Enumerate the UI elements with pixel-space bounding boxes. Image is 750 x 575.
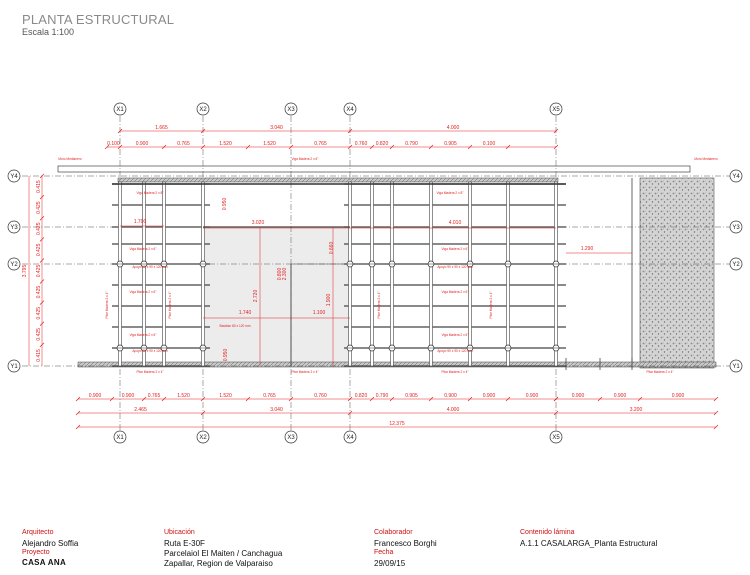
column-left xyxy=(143,182,146,366)
column-right xyxy=(469,182,472,366)
dim-bottom-1-label: 0.760 xyxy=(314,393,327,399)
contenido-value: A.1.1 CASALARGA_Planta Estructural xyxy=(520,539,658,548)
dim-interior-label: 2.300 xyxy=(282,267,288,281)
apoyo-label: Apoyo 90 x 90 x 120 mm xyxy=(132,265,168,269)
apoyo-label: Apoyo 90 x 90 x 120 mm xyxy=(437,265,473,269)
column-right xyxy=(430,182,433,366)
top-wall xyxy=(58,166,690,172)
viga-label: Viga Madera 2 x 6" xyxy=(441,290,469,294)
dim-bottom-1b-label: 0.900 xyxy=(571,393,585,399)
dim-interior-label: 0.950 xyxy=(222,197,228,211)
top-beam xyxy=(118,178,558,182)
dim-bottom-1-label: 0.905 xyxy=(405,393,418,399)
dim-top-2-label: 0.100 xyxy=(482,141,496,147)
pilar-label: Pilar Madera 2 x 4" xyxy=(136,370,164,374)
dim-bottom-1-label: 0.765 xyxy=(263,393,276,399)
ubicacion-line-2: Parcelaiol El Maiten / Canchagua xyxy=(164,549,283,558)
muro-label-left: Muro Medianero xyxy=(58,157,82,161)
dim-top-2-label: 0.760 xyxy=(354,141,368,147)
dim-total-label: 12.375 xyxy=(389,421,405,427)
axis-label-y4: Y4 xyxy=(10,174,18,181)
arquitecto-value: Alejandro Soffia xyxy=(22,539,79,548)
dim-left-seg-label: 0.415 xyxy=(36,180,42,193)
dim-interior-label: 1.100 xyxy=(312,310,326,316)
axis-label-x4: X4 xyxy=(346,107,354,114)
viga-label: Viga Madera 2 x 6" xyxy=(129,333,157,337)
pilar-label: Pilar Madera 2 x 4" xyxy=(489,291,493,319)
viga-label: Viga Madera 2 x 6" xyxy=(441,333,469,337)
viga-label: Viga Madera 2 x 6" xyxy=(441,247,469,251)
dim-left-seg-label: 0.415 xyxy=(36,349,42,362)
apoyo-label: Apoyo 90 x 90 x 120 mm xyxy=(437,349,473,353)
pilar-label: Pilar Madera 2 x 4" xyxy=(441,370,469,374)
pilar-label: Pilar Madera 2 x 4" xyxy=(646,370,674,374)
contenido-label: Contenido lámina xyxy=(520,529,575,536)
dim-interior-label: 1.700 xyxy=(133,219,147,225)
pilar-label: Pilar Madera 2 x 4" xyxy=(168,291,172,319)
muro-label-right: Muro Medianero xyxy=(694,157,718,161)
dim-bottom-1-label: 0.900 xyxy=(482,393,496,399)
dim-top-2-label: 1.520 xyxy=(263,141,276,147)
axis-label-x2: X2 xyxy=(199,435,207,442)
dim-left-seg-label: 0.425 xyxy=(36,222,42,236)
pilar-label: Pilar Madera 2 x 4" xyxy=(291,370,319,374)
dim-bottom-1-label: 0.900 xyxy=(525,393,539,399)
dim-left-seg-label: 0.425 xyxy=(36,306,42,320)
dim-top-2-label: 0.765 xyxy=(177,141,190,147)
dim-left-seg-label: 0.425 xyxy=(36,243,42,257)
dim-interior-label: 1.290 xyxy=(580,246,594,252)
dim-bottom-1-label: 0.900 xyxy=(444,393,457,399)
axis-label-x5: X5 xyxy=(552,435,560,442)
dim-top-1-label: 3.040 xyxy=(270,125,283,131)
dim-interior-label: 0.660 xyxy=(329,241,335,255)
dim-bottom-1-label: 0.900 xyxy=(121,393,135,399)
apoyo-label: Apoyo 90 x 90 x 120 mm xyxy=(132,349,168,353)
viga-label: Viga Madera 2 x 6" xyxy=(129,290,157,294)
dim-bottom-1-label: 0.900 xyxy=(88,393,102,399)
pilar-label: Pilar Madera 2 x 4" xyxy=(105,291,109,319)
axis-label-x5: X5 xyxy=(552,107,560,114)
dim-top-2-label: 0.100 xyxy=(107,141,120,147)
grid-lines xyxy=(22,116,730,430)
proyecto-value: CASA ANA xyxy=(22,558,67,567)
dim-bottom-1-label: 1.520 xyxy=(177,393,190,399)
drawing-title: PLANTA ESTRUCTURAL xyxy=(22,12,175,27)
dim-bottom-2-label: 3.040 xyxy=(270,407,283,413)
dim-bottom-1-label: 0.765 xyxy=(147,393,161,399)
dim-top-1-label: 4.000 xyxy=(446,125,460,131)
dim-bottom-2-label: 3.200 xyxy=(629,407,643,413)
dim-bottom-1b-label: 0.900 xyxy=(671,393,685,399)
viga-label: Viga Madera 2 x 8" xyxy=(136,191,164,195)
gravel-hatch xyxy=(640,178,714,368)
dim-interior-label: 3.020 xyxy=(251,220,265,226)
axis-label-y3: Y3 xyxy=(732,225,740,232)
axis-label-y1: Y1 xyxy=(10,364,18,371)
dim-bottom-2-label: 4.000 xyxy=(446,407,460,413)
dim-bottom-1b-label: 0.900 xyxy=(613,393,627,399)
viga-label: Viga Madera 2 x 8" xyxy=(436,191,464,195)
axis-label-x1: X1 xyxy=(116,107,124,114)
column-right xyxy=(391,182,394,366)
dim-top-2-label: 1.520 xyxy=(219,141,232,147)
dim-left-seg-label: 0.425 xyxy=(36,201,42,214)
dim-top-2-label: 0.820 xyxy=(375,141,389,147)
axis-label-y1: Y1 xyxy=(732,364,740,371)
column-right xyxy=(555,182,558,366)
axis-label-y2: Y2 xyxy=(732,262,740,269)
dim-left-seg-label: 0.425 xyxy=(36,285,42,299)
axis-label-y3: Y3 xyxy=(10,225,18,232)
dim-bottom-1-label: 0.820 xyxy=(354,393,368,399)
viga-label-top: Viga Madera 2 x 6" xyxy=(291,157,319,161)
pilar-label: Pilar Madera 2 x 4" xyxy=(377,291,381,319)
dim-bottom-1-label: 1.520 xyxy=(219,393,232,399)
annotation-labels xyxy=(58,157,717,374)
dim-top-2-label: 0.790 xyxy=(405,141,418,147)
column-right xyxy=(349,182,352,366)
dim-top-1-label: 1.665 xyxy=(155,125,168,131)
proyecto-label: Proyecto xyxy=(22,549,50,556)
column-left xyxy=(163,182,166,366)
bastidor-label: Bastidor 80 x 120 mm xyxy=(219,324,251,328)
column-left xyxy=(119,182,122,366)
dim-interior-label: 0.950 xyxy=(223,348,229,362)
dim-left-seg-label: 0.425 xyxy=(36,328,42,341)
dim-top-2-label: 0.900 xyxy=(135,141,149,147)
dim-interior-label: 2.720 xyxy=(253,289,259,303)
colaborador-value: Francesco Borghi xyxy=(374,539,437,548)
axis-label-x4: X4 xyxy=(346,435,354,442)
dim-bottom-2-label: 2.465 xyxy=(134,407,147,413)
viga-label: Viga Madera 2 x 6" xyxy=(129,247,157,251)
dim-bottom-1-label: 0.790 xyxy=(375,393,389,399)
fecha-value: 29/09/15 xyxy=(374,559,406,568)
dim-left-total-label: 3.795 xyxy=(22,264,28,278)
axis-label-x2: X2 xyxy=(199,107,207,114)
structure-frame xyxy=(112,182,632,370)
dim-top-2-label: 0.765 xyxy=(314,141,327,147)
dim-interior-label: 0.800 xyxy=(277,267,283,281)
axis-label-y4: Y4 xyxy=(732,174,740,181)
dim-interior-label: 1.740 xyxy=(238,310,252,316)
ubicacion-line-1: Ruta E-30F xyxy=(164,539,205,548)
column-right xyxy=(371,182,374,366)
arquitecto-label: Arquitecto xyxy=(22,529,54,536)
colaborador-label: Colaborador xyxy=(374,529,413,536)
axis-label-y2: Y2 xyxy=(10,262,18,269)
ubicacion-line-3: Zapallar, Region de Valparaiso xyxy=(164,559,273,568)
dim-interior-label: 1.900 xyxy=(326,293,332,307)
axis-label-x3: X3 xyxy=(287,107,295,114)
column-left xyxy=(202,182,205,366)
column-right xyxy=(507,182,510,366)
fecha-label: Fecha xyxy=(374,549,394,556)
dim-interior-label: 4.010 xyxy=(448,220,462,226)
drawing-scale: Escala 1:100 xyxy=(22,27,75,37)
dim-top-2-label: 0.905 xyxy=(444,141,457,147)
axis-label-x3: X3 xyxy=(287,435,295,442)
axis-label-x1: X1 xyxy=(116,435,124,442)
dim-left-seg-label: 0.425 xyxy=(36,264,42,278)
ubicacion-label: Ubicación xyxy=(164,529,195,536)
